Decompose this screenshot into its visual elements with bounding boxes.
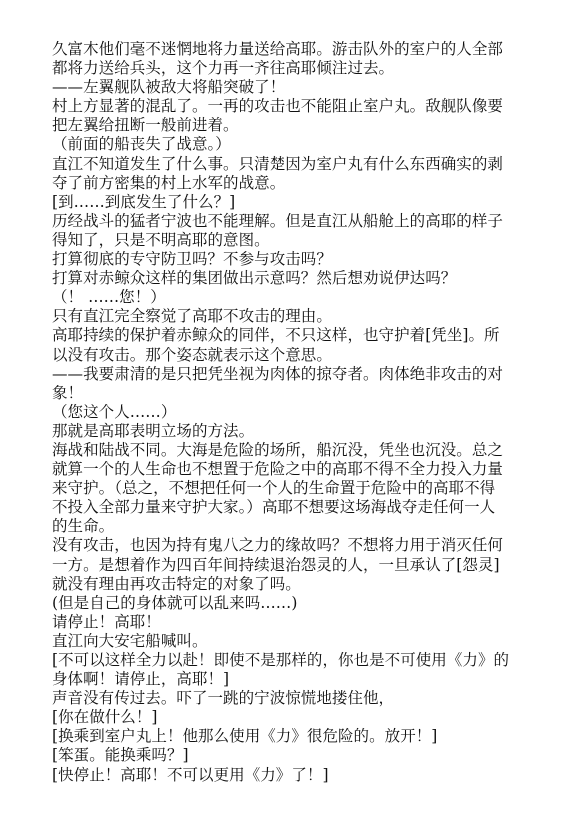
text-line: 打算彻底的专守防卫吗？不参与攻击吗？ (52, 250, 332, 269)
text-line: [换乘到室户丸上！他那么使用《力》很危险的。放开！] (52, 727, 438, 746)
text-line: 不投入全部力量来守护大家。）高耶不想要这场海战夺走任何一人 (52, 498, 496, 517)
text-line: 久富木他们毫不迷惘地将力量送给高耶。游击队外的室户的人全部 (52, 40, 503, 58)
text-line: 来守护。（总之，不想把任何一个人的生命置于危险中的高耶不得 (52, 479, 496, 498)
text-line: 历经战斗的猛者宁波也不能理解。但是直江从船舱上的高耶的样子 (52, 211, 503, 230)
text-line: 没有攻击，也因为持有鬼八之力的缘故吗？不想将力用于消灭任何 (52, 536, 503, 555)
text-line: （！ ……您！） (52, 288, 166, 307)
text-line: 把左翼给扭断一般前进着。 (52, 116, 239, 135)
text-line: 得知了，只是不明高耶的意图。 (52, 230, 270, 249)
text-line: 都将力送给兵头，这个力再一齐往高耶倾注过去。 (52, 59, 395, 78)
text-line: （您这个人……） (52, 402, 177, 421)
text-line: ——我要肃清的是只把凭坐视为肉体的掠夺者。肉体绝非攻击的对 (52, 364, 503, 383)
text-line: 身体啊！请停止，高耶！] (52, 670, 230, 689)
text-line: 只有直江完全察觉了高耶不攻击的理由。 (52, 307, 332, 326)
text-line: 就算一个的人生命也不想置于危险之中的高耶不得不全力投入力量 (52, 460, 503, 479)
text-line: 那就是高耶表明立场的方法。 (52, 421, 255, 440)
text-line: 直江向大安宅船喊叫。 (52, 631, 208, 650)
text-line: [到……到底发生了什么？] (52, 192, 236, 211)
text-line: 海战和陆战不同。大海是危险的场所，船沉没，凭坐也沉没。总之 (52, 440, 503, 459)
text-line: 就没有理由再攻击特定的对象了吗。 (52, 574, 301, 593)
text-line: 以没有攻击。那个姿态就表示这个意思。 (52, 345, 332, 364)
text-line: 一方。是想着作为四百年间持续退治怨灵的人，一旦承认了[怨灵] (52, 555, 500, 574)
text-line: (但是自己的身体就可以乱来吗……) (52, 593, 298, 612)
text-line: 请停止！高耶！ (52, 612, 161, 631)
text-line: 直江不知道发生了什么事。只清楚因为室户丸有什么东西确实的剥 (52, 154, 503, 173)
text-line: 声音没有传过去。吓了一跳的宁波惊慌地搂住他， (52, 689, 395, 708)
text-line: 打算对赤鲸众这样的集团做出示意吗？然后想劝说伊达吗？ (52, 269, 457, 288)
text-line: [不可以这样全力以赴！即使不是那样的，你也是不可使用《力》的 (52, 651, 510, 669)
text-line: 村上方显著的混乱了。一再的攻击也不能阻止室户丸。敌舰队像要 (52, 97, 503, 116)
text-line: 象！ (52, 383, 84, 402)
text-line: [快停止！高耶！不可以更用《力》了！] (52, 765, 329, 784)
text-line: ——左翼舰队被敌大将船突破了！ (52, 78, 286, 97)
text-line: 高耶持续的保护着赤鲸众的同伴，不只这样，也守护着[凭坐]。所 (52, 326, 500, 345)
text-line: [笨蛋。能换乘吗？] (52, 746, 189, 765)
text-line: [你在做什么！] (52, 708, 158, 727)
text-body (52, 40, 553, 785)
text-line: 夺了前方密集的村上水军的战意。 (52, 173, 286, 192)
text-line: （前面的船丧失了战意。） (52, 135, 231, 154)
text-line: 的生命。 (52, 517, 115, 536)
